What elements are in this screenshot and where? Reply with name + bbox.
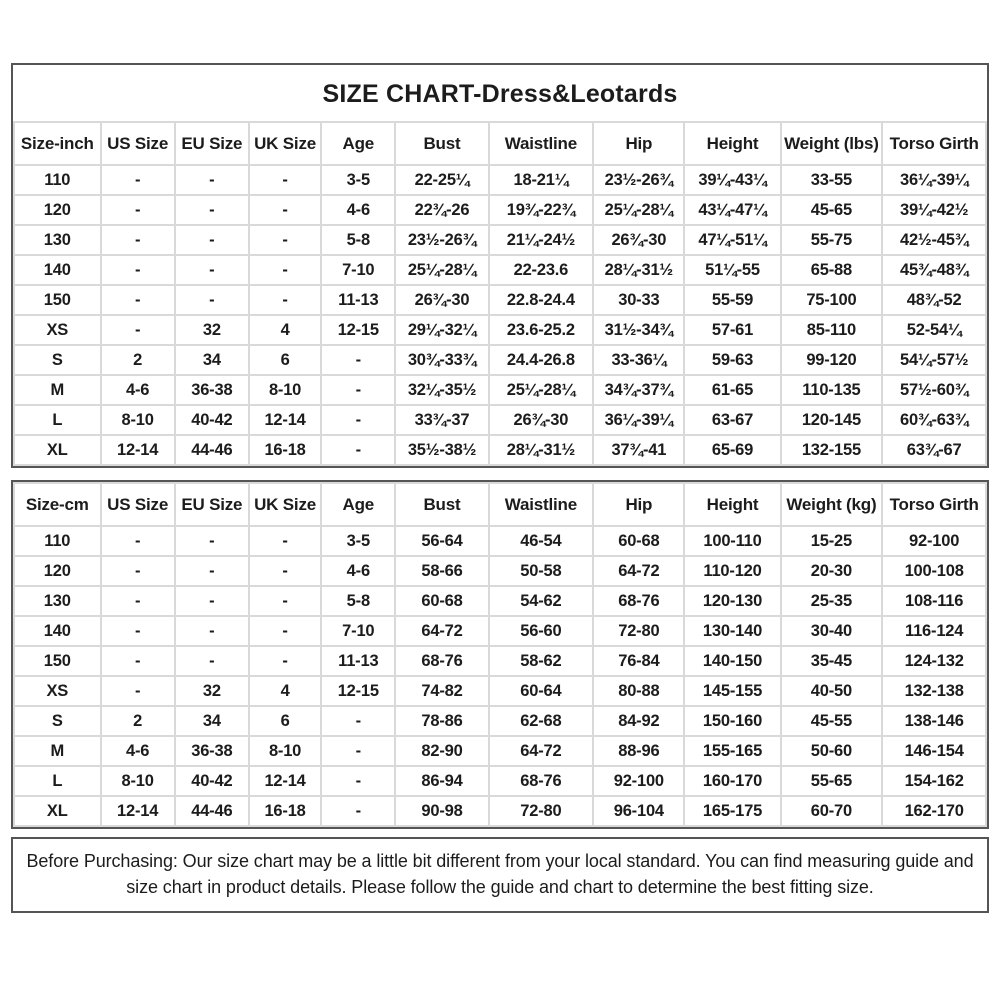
size-label-cell: 110	[14, 165, 101, 195]
cm-table-body	[14, 526, 986, 826]
value-cell: -	[249, 165, 321, 195]
value-cell: 65-88	[781, 255, 883, 285]
value-cell: 8-10	[101, 405, 175, 435]
inch-table-body	[14, 165, 986, 465]
value-cell: -	[175, 616, 249, 646]
value-cell: 42½-45¾	[882, 225, 986, 255]
value-cell: 60-64	[489, 676, 594, 706]
size-label-cell: S	[14, 345, 101, 375]
value-cell: 33-55	[781, 165, 883, 195]
value-cell: -	[249, 255, 321, 285]
value-cell: 33-36¼	[593, 345, 684, 375]
column-header: Age	[321, 483, 395, 526]
column-header: Weight (kg)	[781, 483, 883, 526]
value-cell: 35½-38½	[395, 435, 488, 465]
value-cell: -	[101, 195, 175, 225]
value-cell: -	[101, 646, 175, 676]
value-cell: 11-13	[321, 285, 395, 315]
value-cell: 62-68	[489, 706, 594, 736]
size-label-cell: XL	[14, 435, 101, 465]
value-cell: 34	[175, 706, 249, 736]
value-cell: -	[101, 165, 175, 195]
value-cell: 34¾-37¾	[593, 375, 684, 405]
value-cell: 90-98	[395, 796, 488, 826]
column-header: Bust	[395, 483, 488, 526]
column-header: Size-inch	[14, 122, 101, 165]
value-cell: 22-25¼	[395, 165, 488, 195]
table-row	[14, 736, 986, 766]
value-cell: -	[321, 736, 395, 766]
column-header: Height	[684, 483, 780, 526]
table-row	[14, 255, 986, 285]
value-cell: 72-80	[489, 796, 594, 826]
value-cell: 60¾-63¾	[882, 405, 986, 435]
value-cell: 8-10	[249, 375, 321, 405]
value-cell: 35-45	[781, 646, 883, 676]
value-cell: 146-154	[882, 736, 986, 766]
note-line-2: size chart in product details. Please follow the guide and chart to determine the best fitting size.	[126, 877, 874, 898]
value-cell: -	[101, 676, 175, 706]
value-cell: 61-65	[684, 375, 780, 405]
value-cell: 84-92	[593, 706, 684, 736]
column-header: Weight (lbs)	[781, 122, 883, 165]
value-cell: 75-100	[781, 285, 883, 315]
column-header: Height	[684, 122, 780, 165]
value-cell: 56-60	[489, 616, 594, 646]
value-cell: 68-76	[593, 586, 684, 616]
table-row	[14, 706, 986, 736]
value-cell: 4-6	[101, 736, 175, 766]
table-row	[14, 616, 986, 646]
value-cell: 24.4-26.8	[489, 345, 594, 375]
value-cell: -	[101, 255, 175, 285]
value-cell: 46-54	[489, 526, 594, 556]
table-row	[14, 586, 986, 616]
table-row	[14, 315, 986, 345]
value-cell: -	[101, 225, 175, 255]
cm-table-section	[11, 480, 989, 829]
value-cell: 30-33	[593, 285, 684, 315]
value-cell: -	[175, 225, 249, 255]
column-header: Torso Girth	[882, 483, 986, 526]
column-header: Waistline	[489, 122, 594, 165]
size-label-cell: M	[14, 736, 101, 766]
value-cell: 33¾-37	[395, 405, 488, 435]
value-cell: 25¼-28¼	[395, 255, 488, 285]
value-cell: 55-65	[781, 766, 883, 796]
value-cell: 72-80	[593, 616, 684, 646]
value-cell: 16-18	[249, 796, 321, 826]
value-cell: 57-61	[684, 315, 780, 345]
size-label-cell: 140	[14, 255, 101, 285]
value-cell: 85-110	[781, 315, 883, 345]
value-cell: 12-15	[321, 315, 395, 345]
column-header: Hip	[593, 122, 684, 165]
value-cell: 92-100	[882, 526, 986, 556]
value-cell: 20-30	[781, 556, 883, 586]
value-cell: 37¾-41	[593, 435, 684, 465]
value-cell: 82-90	[395, 736, 488, 766]
value-cell: 4	[249, 676, 321, 706]
value-cell: 36-38	[175, 736, 249, 766]
size-label-cell: 120	[14, 195, 101, 225]
value-cell: 59-63	[684, 345, 780, 375]
value-cell: -	[249, 556, 321, 586]
value-cell: 5-8	[321, 225, 395, 255]
value-cell: 26¾-30	[593, 225, 684, 255]
value-cell: 31½-34¾	[593, 315, 684, 345]
value-cell: 4	[249, 315, 321, 345]
value-cell: 55-75	[781, 225, 883, 255]
table-row	[14, 285, 986, 315]
value-cell: 25¼-28¼	[489, 375, 594, 405]
value-cell: 45-65	[781, 195, 883, 225]
value-cell: -	[321, 345, 395, 375]
value-cell: 162-170	[882, 796, 986, 826]
value-cell: 39¼-43¼	[684, 165, 780, 195]
value-cell: -	[101, 586, 175, 616]
size-table-inch	[13, 121, 987, 466]
column-header: Hip	[593, 483, 684, 526]
table-row	[14, 796, 986, 826]
value-cell: 4-6	[321, 556, 395, 586]
value-cell: 140-150	[684, 646, 780, 676]
value-cell: 2	[101, 345, 175, 375]
value-cell: 132-138	[882, 676, 986, 706]
size-label-cell: 140	[14, 616, 101, 646]
size-label-cell: 150	[14, 646, 101, 676]
value-cell: 43¼-47¼	[684, 195, 780, 225]
header-row	[14, 122, 986, 165]
value-cell: 12-14	[249, 766, 321, 796]
size-label-cell: L	[14, 766, 101, 796]
value-cell: 88-96	[593, 736, 684, 766]
value-cell: 86-94	[395, 766, 488, 796]
column-header: Age	[321, 122, 395, 165]
value-cell: 5-8	[321, 586, 395, 616]
value-cell: 92-100	[593, 766, 684, 796]
value-cell: 8-10	[101, 766, 175, 796]
value-cell: 12-15	[321, 676, 395, 706]
table-row	[14, 766, 986, 796]
value-cell: 39¼-42½	[882, 195, 986, 225]
value-cell: -	[249, 225, 321, 255]
value-cell: 8-10	[249, 736, 321, 766]
value-cell: 50-58	[489, 556, 594, 586]
value-cell: -	[175, 586, 249, 616]
value-cell: 25-35	[781, 586, 883, 616]
value-cell: 58-66	[395, 556, 488, 586]
value-cell: -	[175, 285, 249, 315]
value-cell: 63¾-67	[882, 435, 986, 465]
value-cell: -	[321, 766, 395, 796]
size-label-cell: XS	[14, 676, 101, 706]
size-table-cm	[13, 482, 987, 827]
note-line-1: Before Purchasing: Our size chart may be a little bit different from your local standard. You can find measuring guide and	[26, 851, 974, 871]
table-row	[14, 676, 986, 706]
table-row	[14, 405, 986, 435]
value-cell: 130-140	[684, 616, 780, 646]
value-cell: -	[321, 706, 395, 736]
value-cell: 32	[175, 315, 249, 345]
value-cell: 15-25	[781, 526, 883, 556]
size-label-cell: L	[14, 405, 101, 435]
size-label-cell: 130	[14, 225, 101, 255]
table-row	[14, 435, 986, 465]
value-cell: 68-76	[489, 766, 594, 796]
value-cell: 96-104	[593, 796, 684, 826]
value-cell: -	[175, 646, 249, 676]
value-cell: 11-13	[321, 646, 395, 676]
value-cell: 78-86	[395, 706, 488, 736]
value-cell: 145-155	[684, 676, 780, 706]
value-cell: 4-6	[101, 375, 175, 405]
table-row	[14, 646, 986, 676]
value-cell: 6	[249, 345, 321, 375]
column-header: Torso Girth	[882, 122, 986, 165]
value-cell: -	[249, 646, 321, 676]
value-cell: 50-60	[781, 736, 883, 766]
value-cell: 26¾-30	[395, 285, 488, 315]
value-cell: 29¼-32¼	[395, 315, 488, 345]
value-cell: -	[101, 616, 175, 646]
value-cell: 150-160	[684, 706, 780, 736]
value-cell: 154-162	[882, 766, 986, 796]
table-row	[14, 556, 986, 586]
value-cell: 6	[249, 706, 321, 736]
value-cell: 51¼-55	[684, 255, 780, 285]
size-label-cell: 130	[14, 586, 101, 616]
table-row	[14, 526, 986, 556]
column-header: Bust	[395, 122, 488, 165]
value-cell: 22¾-26	[395, 195, 488, 225]
value-cell: 30-40	[781, 616, 883, 646]
value-cell: -	[175, 526, 249, 556]
value-cell: -	[101, 315, 175, 345]
value-cell: 116-124	[882, 616, 986, 646]
value-cell: 155-165	[684, 736, 780, 766]
size-label-cell: XL	[14, 796, 101, 826]
value-cell: 63-67	[684, 405, 780, 435]
value-cell: 2	[101, 706, 175, 736]
size-label-cell: 110	[14, 526, 101, 556]
value-cell: 120-130	[684, 586, 780, 616]
value-cell: 25¼-28¼	[593, 195, 684, 225]
value-cell: 16-18	[249, 435, 321, 465]
value-cell: 3-5	[321, 165, 395, 195]
value-cell: 23½-26¾	[395, 225, 488, 255]
value-cell: 108-116	[882, 586, 986, 616]
value-cell: 60-70	[781, 796, 883, 826]
value-cell: -	[101, 556, 175, 586]
value-cell: 32	[175, 676, 249, 706]
value-cell: 76-84	[593, 646, 684, 676]
size-label-cell: M	[14, 375, 101, 405]
value-cell: 55-59	[684, 285, 780, 315]
inch-table-section	[11, 63, 989, 468]
value-cell: 68-76	[395, 646, 488, 676]
value-cell: 56-64	[395, 526, 488, 556]
value-cell: 80-88	[593, 676, 684, 706]
value-cell: 100-108	[882, 556, 986, 586]
value-cell: 22.8-24.4	[489, 285, 594, 315]
value-cell: 36¼-39¼	[882, 165, 986, 195]
table-row	[14, 165, 986, 195]
size-label-cell: 120	[14, 556, 101, 586]
value-cell: 23½-26¾	[593, 165, 684, 195]
column-header: EU Size	[175, 122, 249, 165]
value-cell: 57½-60¾	[882, 375, 986, 405]
value-cell: 64-72	[593, 556, 684, 586]
value-cell: 65-69	[684, 435, 780, 465]
value-cell: 36¼-39¼	[593, 405, 684, 435]
table-row	[14, 375, 986, 405]
value-cell: 165-175	[684, 796, 780, 826]
value-cell: 99-120	[781, 345, 883, 375]
value-cell: 34	[175, 345, 249, 375]
value-cell: 58-62	[489, 646, 594, 676]
value-cell: -	[175, 255, 249, 285]
value-cell: 26¾-30	[489, 405, 594, 435]
column-header: US Size	[101, 122, 175, 165]
value-cell: 18-21¼	[489, 165, 594, 195]
value-cell: -	[175, 556, 249, 586]
value-cell: 30¾-33¾	[395, 345, 488, 375]
value-cell: 12-14	[101, 796, 175, 826]
value-cell: 4-6	[321, 195, 395, 225]
value-cell: 132-155	[781, 435, 883, 465]
value-cell: -	[101, 526, 175, 556]
column-header: Size-cm	[14, 483, 101, 526]
table-row	[14, 345, 986, 375]
value-cell: 60-68	[395, 586, 488, 616]
value-cell: 60-68	[593, 526, 684, 556]
value-cell: 110-135	[781, 375, 883, 405]
value-cell: 48¾-52	[882, 285, 986, 315]
value-cell: 28¼-31½	[489, 435, 594, 465]
size-label-cell: S	[14, 706, 101, 736]
value-cell: 32¼-35½	[395, 375, 488, 405]
value-cell: 44-46	[175, 796, 249, 826]
value-cell: 40-50	[781, 676, 883, 706]
value-cell: -	[175, 165, 249, 195]
value-cell: 47¼-51¼	[684, 225, 780, 255]
value-cell: 40-42	[175, 405, 249, 435]
value-cell: 7-10	[321, 255, 395, 285]
value-cell: 64-72	[489, 736, 594, 766]
value-cell: -	[321, 435, 395, 465]
size-label-cell: XS	[14, 315, 101, 345]
value-cell: 64-72	[395, 616, 488, 646]
value-cell: -	[175, 195, 249, 225]
value-cell: 22-23.6	[489, 255, 594, 285]
value-cell: 44-46	[175, 435, 249, 465]
value-cell: 160-170	[684, 766, 780, 796]
chart-title: SIZE CHART-Dress&Leotards	[322, 80, 678, 108]
value-cell: 54¼-57½	[882, 345, 986, 375]
table-row	[14, 225, 986, 255]
value-cell: 12-14	[101, 435, 175, 465]
value-cell: -	[249, 195, 321, 225]
value-cell: -	[249, 586, 321, 616]
value-cell: 45¾-48¾	[882, 255, 986, 285]
value-cell: 21¼-24½	[489, 225, 594, 255]
column-header: UK Size	[249, 122, 321, 165]
value-cell: 36-38	[175, 375, 249, 405]
header-row	[14, 483, 986, 526]
column-header: Waistline	[489, 483, 594, 526]
inch-table-header	[14, 122, 986, 165]
value-cell: 40-42	[175, 766, 249, 796]
value-cell: -	[101, 285, 175, 315]
value-cell: 120-145	[781, 405, 883, 435]
value-cell: 52-54¼	[882, 315, 986, 345]
size-label-cell: 150	[14, 285, 101, 315]
value-cell: 110-120	[684, 556, 780, 586]
purchase-note	[11, 837, 989, 913]
value-cell: 138-146	[882, 706, 986, 736]
value-cell: -	[321, 405, 395, 435]
value-cell: 54-62	[489, 586, 594, 616]
value-cell: 12-14	[249, 405, 321, 435]
value-cell: 19¾-22¾	[489, 195, 594, 225]
value-cell: -	[249, 616, 321, 646]
column-header: UK Size	[249, 483, 321, 526]
column-header: EU Size	[175, 483, 249, 526]
value-cell: -	[249, 526, 321, 556]
value-cell: -	[249, 285, 321, 315]
value-cell: 3-5	[321, 526, 395, 556]
column-header: US Size	[101, 483, 175, 526]
value-cell: -	[321, 375, 395, 405]
value-cell: 23.6-25.2	[489, 315, 594, 345]
value-cell: 74-82	[395, 676, 488, 706]
value-cell: 28¼-31½	[593, 255, 684, 285]
value-cell: 100-110	[684, 526, 780, 556]
table-row	[14, 195, 986, 225]
value-cell: 7-10	[321, 616, 395, 646]
value-cell: 124-132	[882, 646, 986, 676]
cm-table-header	[14, 483, 986, 526]
value-cell: 45-55	[781, 706, 883, 736]
value-cell: -	[321, 796, 395, 826]
